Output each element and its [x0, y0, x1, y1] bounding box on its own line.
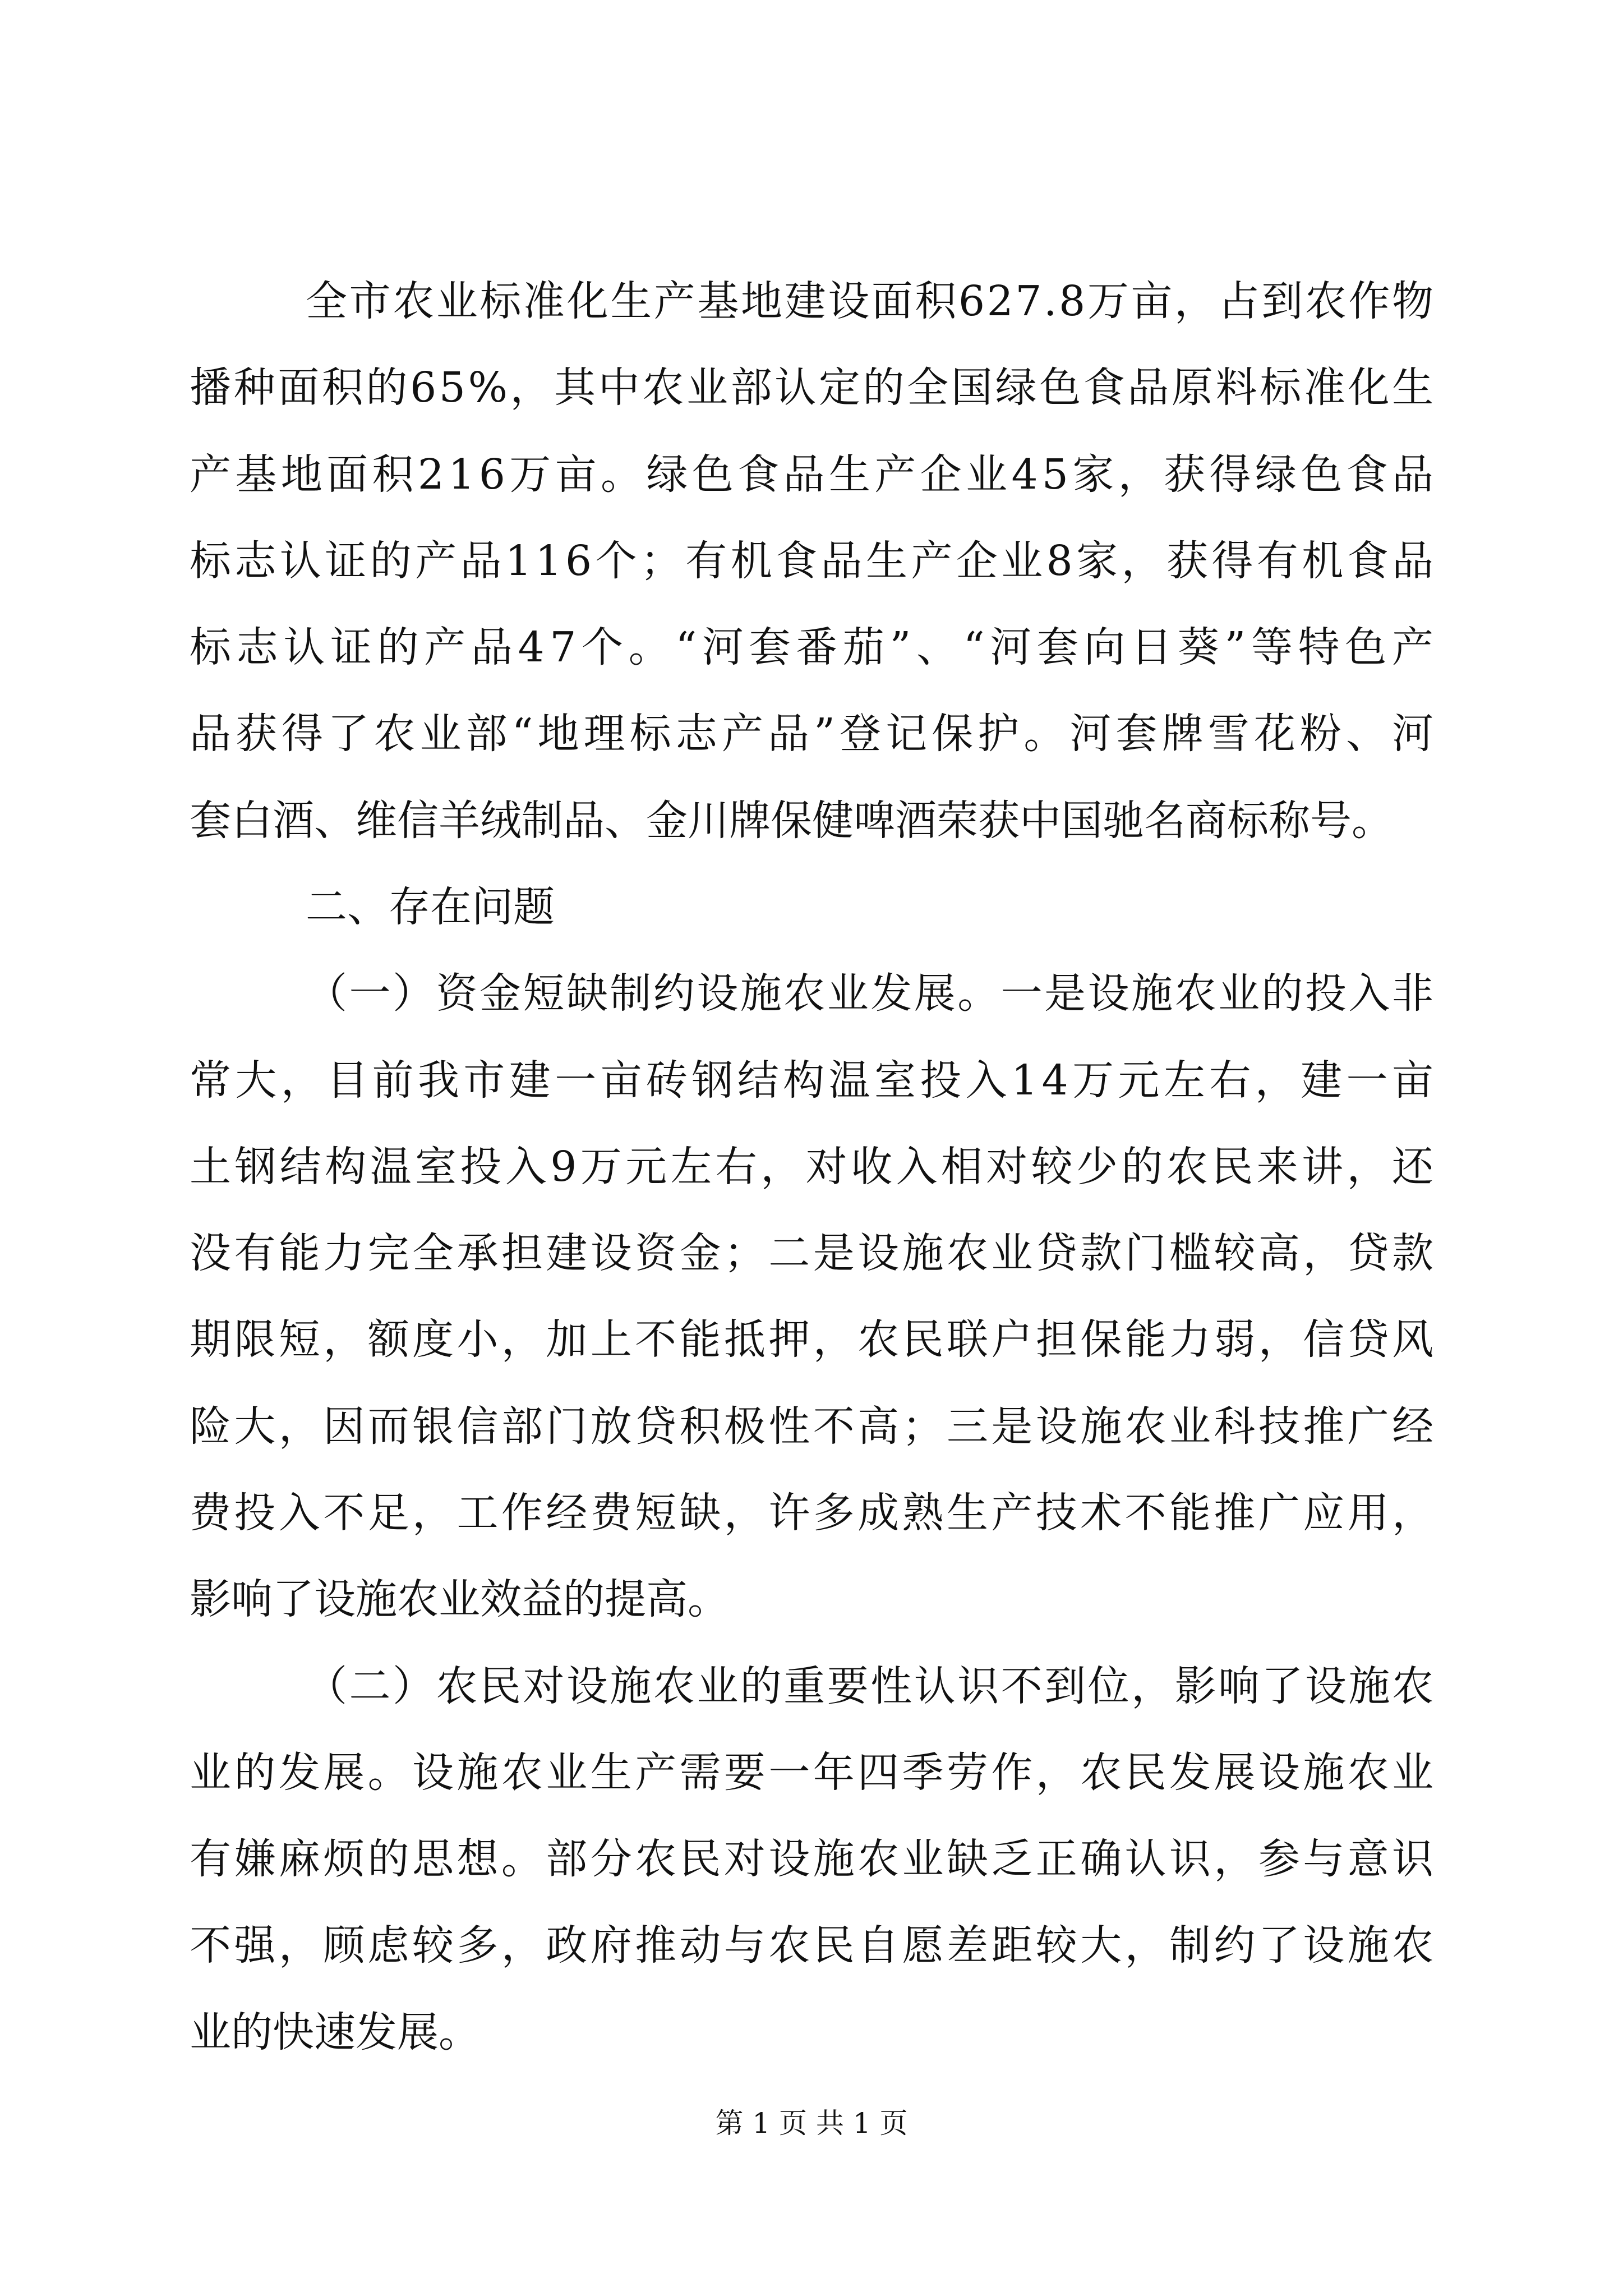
paragraph-line: 影响了设施农业效益的提高。 — [190, 1575, 729, 1623]
paragraph-line: 费投入不足，工作经费短缺，许多成熟生产技术不能推广应用， — [190, 1489, 1437, 1537]
page-number-label: 第 1 页 共 1 页 — [715, 2107, 908, 2139]
paragraph-line: 业的快速发展。 — [190, 2008, 480, 2056]
paragraph-line: 没有能力完全承担建设资金；二是设施农业贷款门槛较高，贷款 — [190, 1229, 1437, 1277]
section-heading: 二、存在问题 — [306, 883, 555, 931]
paragraph-line: 业的发展。设施农业生产需要一年四季劳作，农民发展设施农业 — [190, 1749, 1437, 1797]
paragraph-line: 土钢结构温室投入9万元左右，对收入相对较少的农民来讲，还 — [190, 1143, 1437, 1191]
paragraph-line: 品获得了农业部“地理标志产品”登记保护。河套牌雪花粉、河 — [190, 710, 1438, 758]
paragraph-line: 全市农业标准化生产基地建设面积627.8万亩，占到农作物 — [306, 277, 1436, 325]
paragraph-line: 有嫌麻烦的思想。部分农民对设施农业缺乏正确认识，参与意识 — [190, 1835, 1437, 1883]
paragraph-line: 不强，顾虑较多，政府推动与农民自愿差距较大，制约了设施农 — [190, 1921, 1437, 1970]
paragraph-line: 标志认证的产品47个。“河套番茄”、“河套向日葵”等特色产 — [190, 623, 1439, 671]
paragraph-line: 播种面积的65%，其中农业部认定的全国绿色食品原料标准化生 — [190, 364, 1436, 412]
page-footer — [0, 2101, 1623, 2146]
paragraph-line: 产基地面积216万亩。绿色食品生产企业45家，获得绿色食品 — [190, 450, 1438, 499]
paragraph-line: 标志认证的产品116个；有机食品生产企业8家，获得有机食品 — [190, 537, 1437, 585]
paragraph-line: 套白酒、维信羊绒制品、金川牌保健啤酒荣获中国驰名商标称号。 — [190, 797, 1393, 845]
paragraph-line: 期限短，额度小，加上不能抵押，农民联户担保能力弱，信贷风 — [190, 1315, 1437, 1364]
paragraph-line: 常大，目前我市建一亩砖钢结构温室投入14万元左右，建一亩 — [190, 1056, 1438, 1105]
paragraph-line: （一）资金短缺制约设施农业发展。一是设施农业的投入非 — [306, 969, 1436, 1018]
paragraph-line: 险大，因而银信部门放贷积极性不高；三是设施农业科技推广经 — [190, 1402, 1437, 1451]
paragraph-line: （二）农民对设施农业的重要性认识不到位，影响了设施农 — [306, 1662, 1436, 1710]
